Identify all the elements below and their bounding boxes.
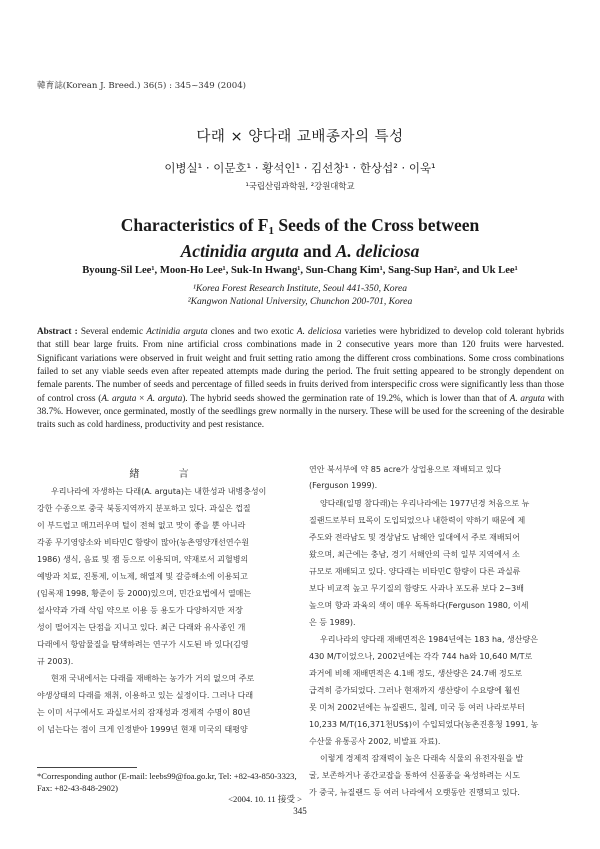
- abstract-text: Several endemic: [77, 327, 147, 337]
- korean-affiliation: ¹국립산림과학원, ²강원대학교: [245, 181, 355, 191]
- body-line: 굴, 보존하거나 종간교잡을 통하여 신품종을 육성하려는 시도: [309, 771, 520, 780]
- body-line: 야생상태의 다래를 채취, 이용하고 있는 실정이다. 그러나 다래: [37, 691, 254, 700]
- english-affiliation-1: ¹Korea Forest Research Institute, Seoul 441-350, Korea: [192, 283, 408, 294]
- body-line: 각종 무기영양소와 비타민C 함량이 많아(농촌영양개선연수원: [37, 538, 250, 547]
- body-line: 430 M/T이었으나, 2002년에는 각각 744 ha와 10,640 M/T로: [309, 652, 533, 661]
- body-line: 수산물 유통공사 2002, 비발표 자료).: [309, 737, 441, 746]
- abstract-text: with 38.7%. However, once germinated, mostly of the seedlings grew normally in the nursery. These will be used for the screening of the desirable traits such as cold hardiness, productivity and pest resistance.: [37, 393, 564, 431]
- body-line: 은 등 1989).: [309, 618, 356, 627]
- abstract-species: A. arguta: [147, 393, 183, 404]
- title-and: and: [298, 241, 336, 261]
- body-line: 우리나라의 양다래 재배면적은 1984년에는 183 ha, 생산량은: [320, 635, 538, 644]
- body-line: 가 중국, 뉴질랜드 등 여러 나라에서 오랫동안 진행되고 있다.: [309, 788, 520, 797]
- body-line: 보다 비교적 높고 무기질의 함량도 사과나 포도류 보다 2~3배: [309, 584, 524, 593]
- body-line: 과거에 비해 재배면적은 4.1배 정도, 생산량은 24.7배 정도로: [309, 669, 523, 678]
- english-affiliation-2: ²Kangwon National University, Chunchon 200-701, Korea: [187, 296, 413, 307]
- body-line: 다래에서 항암물질을 탐색하려는 연구가 시도된 바 있다(김영: [37, 640, 249, 649]
- received-date: <2004. 10. 11 接受 >: [228, 794, 302, 804]
- body-line: 규모로 재배되고 있다. 양다래는 비타민C 함량이 다른 과실류: [309, 567, 521, 576]
- body-line: 는 이미 서구에서도 과실로서의 잠재성과 경제적 수명이 80년: [37, 708, 251, 717]
- body-line: 질랜드로부터 묘목이 도입되었으나 내한력이 약하기 때문에 제: [309, 516, 526, 525]
- abstract-species: A. arguta: [509, 393, 545, 404]
- title-species-2: A. deliciosa: [335, 241, 420, 261]
- title-line1-prefix: Characteristics of F: [120, 215, 269, 235]
- title-subscript: 1: [268, 225, 274, 237]
- korean-authors: 이병실¹ · 이문호¹ · 황석인¹ · 김선창¹ · 한상섭² · 이욱¹: [164, 161, 436, 175]
- abstract-label: Abstract :: [37, 327, 78, 337]
- abstract-species: A. deliciosa: [296, 327, 342, 337]
- body-line: (Ferguson 1999).: [309, 481, 378, 490]
- corresponding-author-note: *Corresponding author (E-mail: leebs99@foa.go.kr, Tel: +82-43-850-3323, Fax: +82-43-848-2902): [37, 771, 297, 793]
- body-line: 못 미쳐 2002년에는 뉴질랜드, 칠레, 미국 등 여러 나라로부터: [309, 703, 525, 712]
- title-species-1: Actinidia arguta: [180, 241, 299, 261]
- korean-title: 다래 × 양다래 교배종자의 특성: [196, 129, 404, 145]
- abstract-text: varieties were hybridized to develop cold tolerant hybrids that still bear large fruits. From nine artificial cross combinations made in 2 consecutive years more than 120 fruits were harvested. Significant variations were observed in fruit weight and fruit setting ratio among the different cross combinations. Some cross combinations failed to set any viable seeds even after repeated attempts made during the period. The fruit setting appeared to be strongly dependent on female parents. The number of seeds and percentage of filled seeds in fruits derived from interspecific cross were significantly less than those of control cross (: [37, 327, 565, 404]
- body-line: 예방과 치료, 진통제, 이뇨제, 해열제 및 갈증해소에 이용되고: [37, 572, 248, 581]
- body-line: 현재 국내에서는 다래를 재배하는 농가가 거의 없으며 주로: [51, 674, 255, 683]
- english-title: [0, 215, 600, 261]
- abstract-text: clones and two exotic: [207, 327, 297, 337]
- body-line: 강한 수종으로 중국 북동지역까지 분포하고 있다. 과실은 껍질: [37, 504, 251, 513]
- abstract: [37, 326, 564, 433]
- abstract-text: ×: [136, 393, 148, 404]
- footnote: [37, 771, 302, 806]
- body-line: 이렇게 경제적 잠재력이 높은 다래속 식물의 유전자원을 발: [320, 754, 524, 763]
- body-line: 주도와 전라남도 및 경상남도 남해안 일대에서 주로 재배되어: [309, 533, 520, 542]
- body-line: (임록재 1998, 황준이 등 2000)있으며, 민간요법에서 열매는: [37, 589, 252, 598]
- body-line: 설사약과 가래 삭임 약으로 이용 등 용도가 다양하지만 저장: [37, 606, 243, 615]
- body-line: 이 넘는다는 점이 크게 인정받아 1999년 현재 미국의 태평양: [37, 725, 248, 734]
- section-heading-introduction: 緖 言: [129, 469, 207, 480]
- abstract-species: Actinidia arguta: [146, 327, 208, 337]
- body-line: 우리나라에 자생하는 다래(A. arguta)는 내한성과 내병충성이: [51, 487, 267, 496]
- journal-citation: 韓育誌(Korean J. Breed.) 36(5) : 345~349 (2004): [37, 81, 247, 91]
- footnote-divider: [37, 767, 137, 768]
- body-line: 1986) 생식, 음료 및 잼 등으로 이용되며, 약재로서 괴혈병의: [37, 555, 249, 564]
- english-authors: Byoung-Sil Lee¹, Moon-Ho Lee¹, Suk-In Hwang¹, Sun-Chang Kim¹, Sang-Sup Han², and Uk Lee¹: [82, 265, 518, 276]
- body-line: 양다래(일명 참다래)는 우리나라에는 1977년경 처음으로 뉴: [320, 499, 530, 508]
- body-line: 이 부드럽고 매끄러우며 털이 전혀 없고 맛이 좋을 뿐 아니라: [37, 521, 246, 530]
- abstract-text: ). The hybrid seeds showed the germination rate of 19.2%, which is lower than that of: [182, 393, 510, 404]
- body-line: 규 2003).: [37, 657, 74, 666]
- title-line1-suffix: Seeds of the Cross between: [273, 215, 480, 235]
- body-line: 높으며 향과 과육의 색이 매우 독특하다(Ferguson 1980, 이세: [309, 601, 529, 610]
- body-line: 성이 떨어지는 단점을 지니고 있다. 최근 다래와 유사종인 개: [37, 623, 246, 632]
- body-line: 10,233 M/T(16,371천US$)이 수입되었다(농촌진흥청 1991, 농: [309, 720, 539, 729]
- body-line: 급격히 증가되었다. 그러나 현재까지 생산량이 수요량에 훨씬: [309, 686, 520, 695]
- page-number: 345: [293, 806, 307, 816]
- body-line: 연안 북서부에 약 85 acre가 상업용으로 재배되고 있다: [309, 465, 502, 474]
- abstract-species: A. arguta: [101, 393, 137, 404]
- body-line: 왔으며, 최근에는 충남, 경기 서해안의 극히 일부 지역에서 소: [309, 550, 520, 559]
